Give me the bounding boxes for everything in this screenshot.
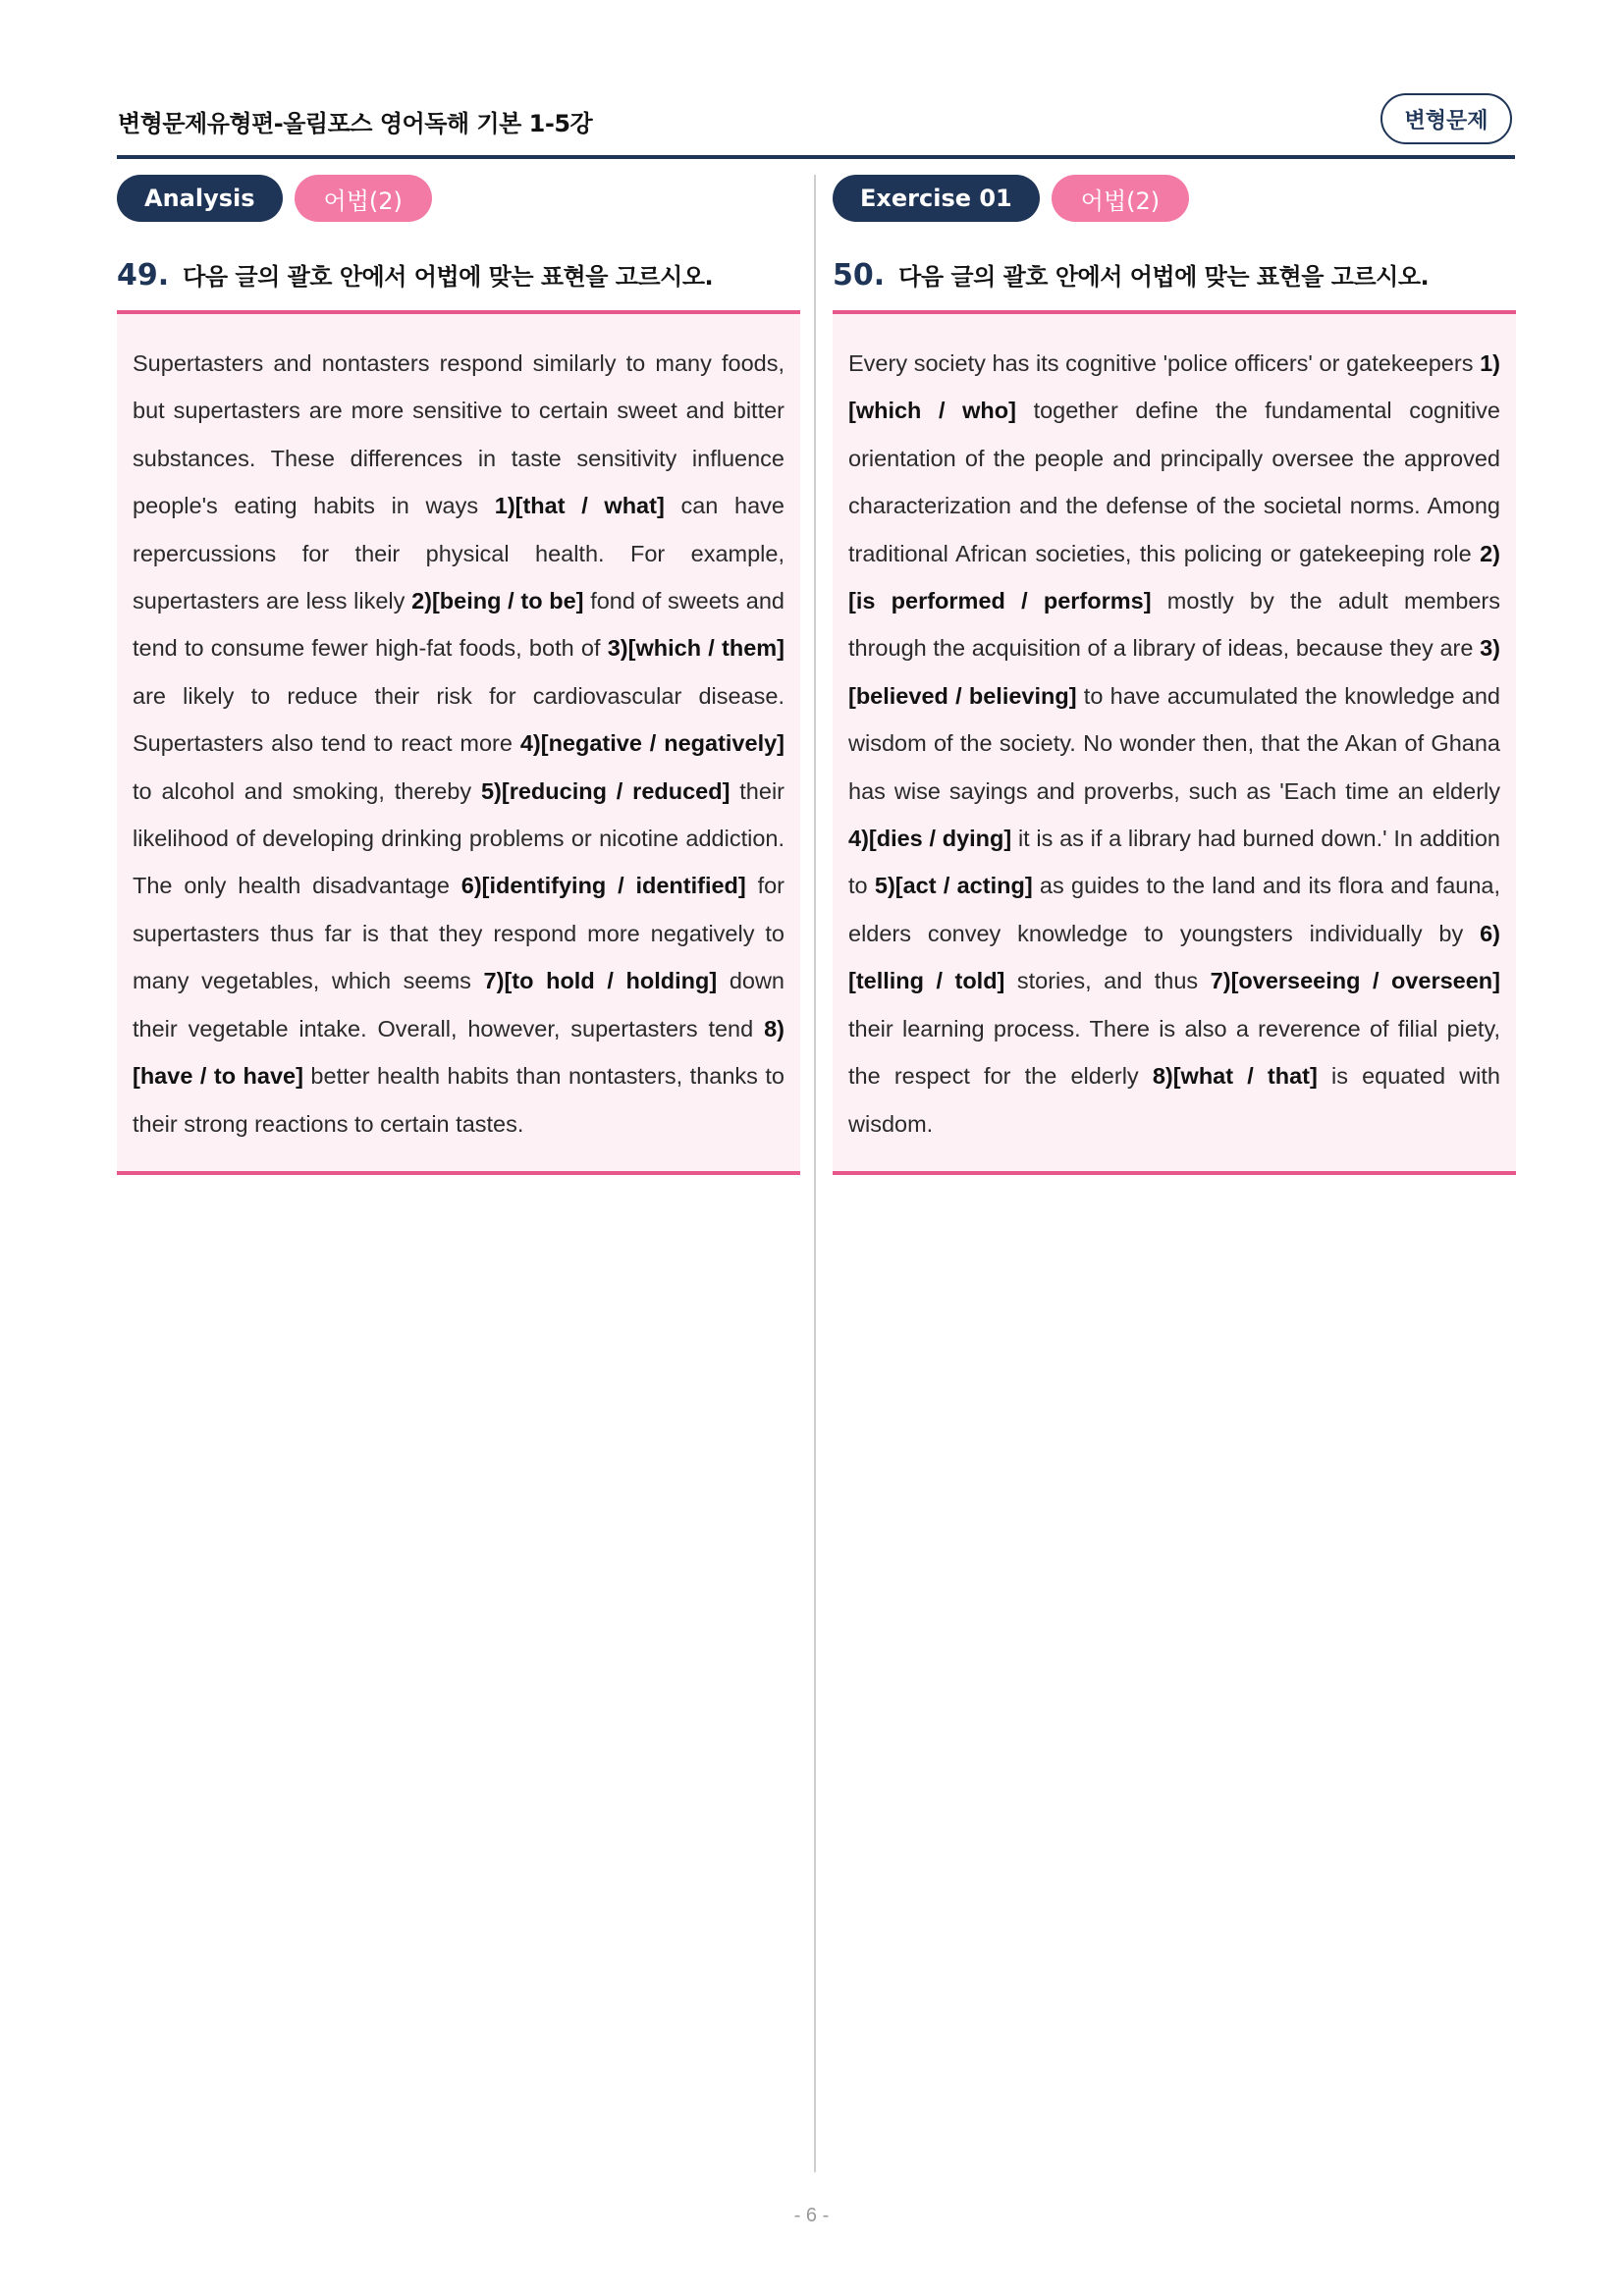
topic-tag-grammar: 어법(2) xyxy=(295,175,432,222)
section-tag-exercise: Exercise 01 xyxy=(833,175,1040,222)
section-tag-analysis: Analysis xyxy=(117,175,283,222)
topic-tag-grammar: 어법(2) xyxy=(1052,175,1189,222)
passage-segment: is equated with wisdom. xyxy=(848,1063,1500,1137)
passage-segment: together define the fundamental cognitive orientation of the people and principally oversee the approved characterization and the defense of the societal norms. Among traditional African societies, this policing or gatekeeping role xyxy=(848,398,1500,566)
category-badge: 변형문제 xyxy=(1380,93,1512,144)
passage-segment: it is as if a library had burned down.' In addition to xyxy=(848,826,1500,899)
left-column xyxy=(117,175,800,1175)
right-tags xyxy=(833,175,1516,222)
choice-6: 6)[identifying / identified] xyxy=(460,873,746,899)
choice-4: 4)[dies / dying] xyxy=(848,826,1012,852)
passage-segment: down their vegetable intake. Overall, however, supertasters tend xyxy=(133,968,784,1041)
passage-segment: stories, and thus xyxy=(1004,968,1211,994)
right-column xyxy=(833,175,1516,1175)
column-divider xyxy=(814,175,816,2172)
page-number: - 6 - xyxy=(793,2205,830,2226)
choice-8: 8)[have / to have] xyxy=(133,1015,784,1090)
passage-segment: can have repercussions for their physical health. For example, supertasters are less likely xyxy=(133,493,784,614)
passage-box xyxy=(117,310,800,1175)
passage-text xyxy=(848,340,1500,1148)
choice-1: 1)[which / who] xyxy=(848,350,1500,424)
choice-2: 2)[being / to be] xyxy=(411,588,584,614)
choice-5: 5)[reducing / reduced] xyxy=(480,777,730,804)
passage-segment: as guides to the land and its flora and fauna, elders convey knowledge to youngsters individually by xyxy=(848,873,1501,946)
passage-segment: Supertasters and nontasters respond similarly to many foods, but supertasters are more sensitive to certain sweet and bitter substances. These differences in taste sensitivity influence people's eating habits in ways xyxy=(133,350,784,519)
question-instruction: 다음 글의 괄호 안에서 어법에 맞는 표현을 고르시오. xyxy=(183,263,714,291)
choice-3: 3)[which / them] xyxy=(607,635,785,662)
choice-3: 3)[believed / believing] xyxy=(848,635,1500,709)
question-instruction: 다음 글의 괄호 안에서 어법에 맞는 표현을 고르시오. xyxy=(898,263,1430,291)
passage-text xyxy=(133,340,784,1148)
header-divider xyxy=(117,155,1515,159)
passage-box xyxy=(833,310,1516,1175)
question-number: 49. xyxy=(117,258,170,293)
document-title: 변형문제유형편-올림포스 영어독해 기본 1-5강 xyxy=(118,110,593,137)
passage-segment: better health habits than nontasters, thanks to their strong reactions to certain tastes. xyxy=(133,1063,785,1137)
choice-8: 8)[what / that] xyxy=(1152,1063,1318,1090)
choice-1: 1)[that / what] xyxy=(494,493,665,519)
choice-7: 7)[overseeing / overseen] xyxy=(1210,968,1500,994)
passage-segment: mostly by the adult members through the acquisition of a library of ideas, because they are xyxy=(848,588,1500,662)
choice-7: 7)[to hold / holding] xyxy=(483,968,718,994)
question-heading xyxy=(833,257,1516,296)
left-tags xyxy=(117,175,800,222)
passage-segment: fond of sweets and tend to consume fewer high-fat foods, both of xyxy=(133,588,784,662)
passage-segment: their likelihood of developing drinking problems or nicotine addiction. The only health disadvantage xyxy=(133,777,784,899)
passage-segment: to alcohol and smoking, thereby xyxy=(133,777,481,804)
question-number: 50. xyxy=(833,258,886,293)
passage-segment: for supertasters thus far is that they respond more negatively to many vegetables, which seems xyxy=(133,873,785,994)
choice-4: 4)[negative / negatively] xyxy=(519,730,784,757)
choice-6: 6)[telling / told] xyxy=(848,920,1500,994)
passage-segment: are likely to reduce their risk for cardiovascular disease. Supertasters also tend to react more xyxy=(133,682,784,757)
passage-segment: their learning process. There is also a reverence of filial piety, the respect for the elderly xyxy=(848,1015,1500,1090)
choice-5: 5)[act / acting] xyxy=(874,873,1033,899)
question-heading xyxy=(117,257,800,296)
choice-2: 2)[is performed / performs] xyxy=(848,540,1500,614)
passage-segment: Every society has its cognitive 'police officers' or gatekeepers xyxy=(848,350,1481,376)
passage-segment: to have accumulated the knowledge and wisdom of the society. No wonder then, that the Akan of Ghana has wise sayings and proverbs, such as 'Each time an elderly xyxy=(848,682,1500,804)
